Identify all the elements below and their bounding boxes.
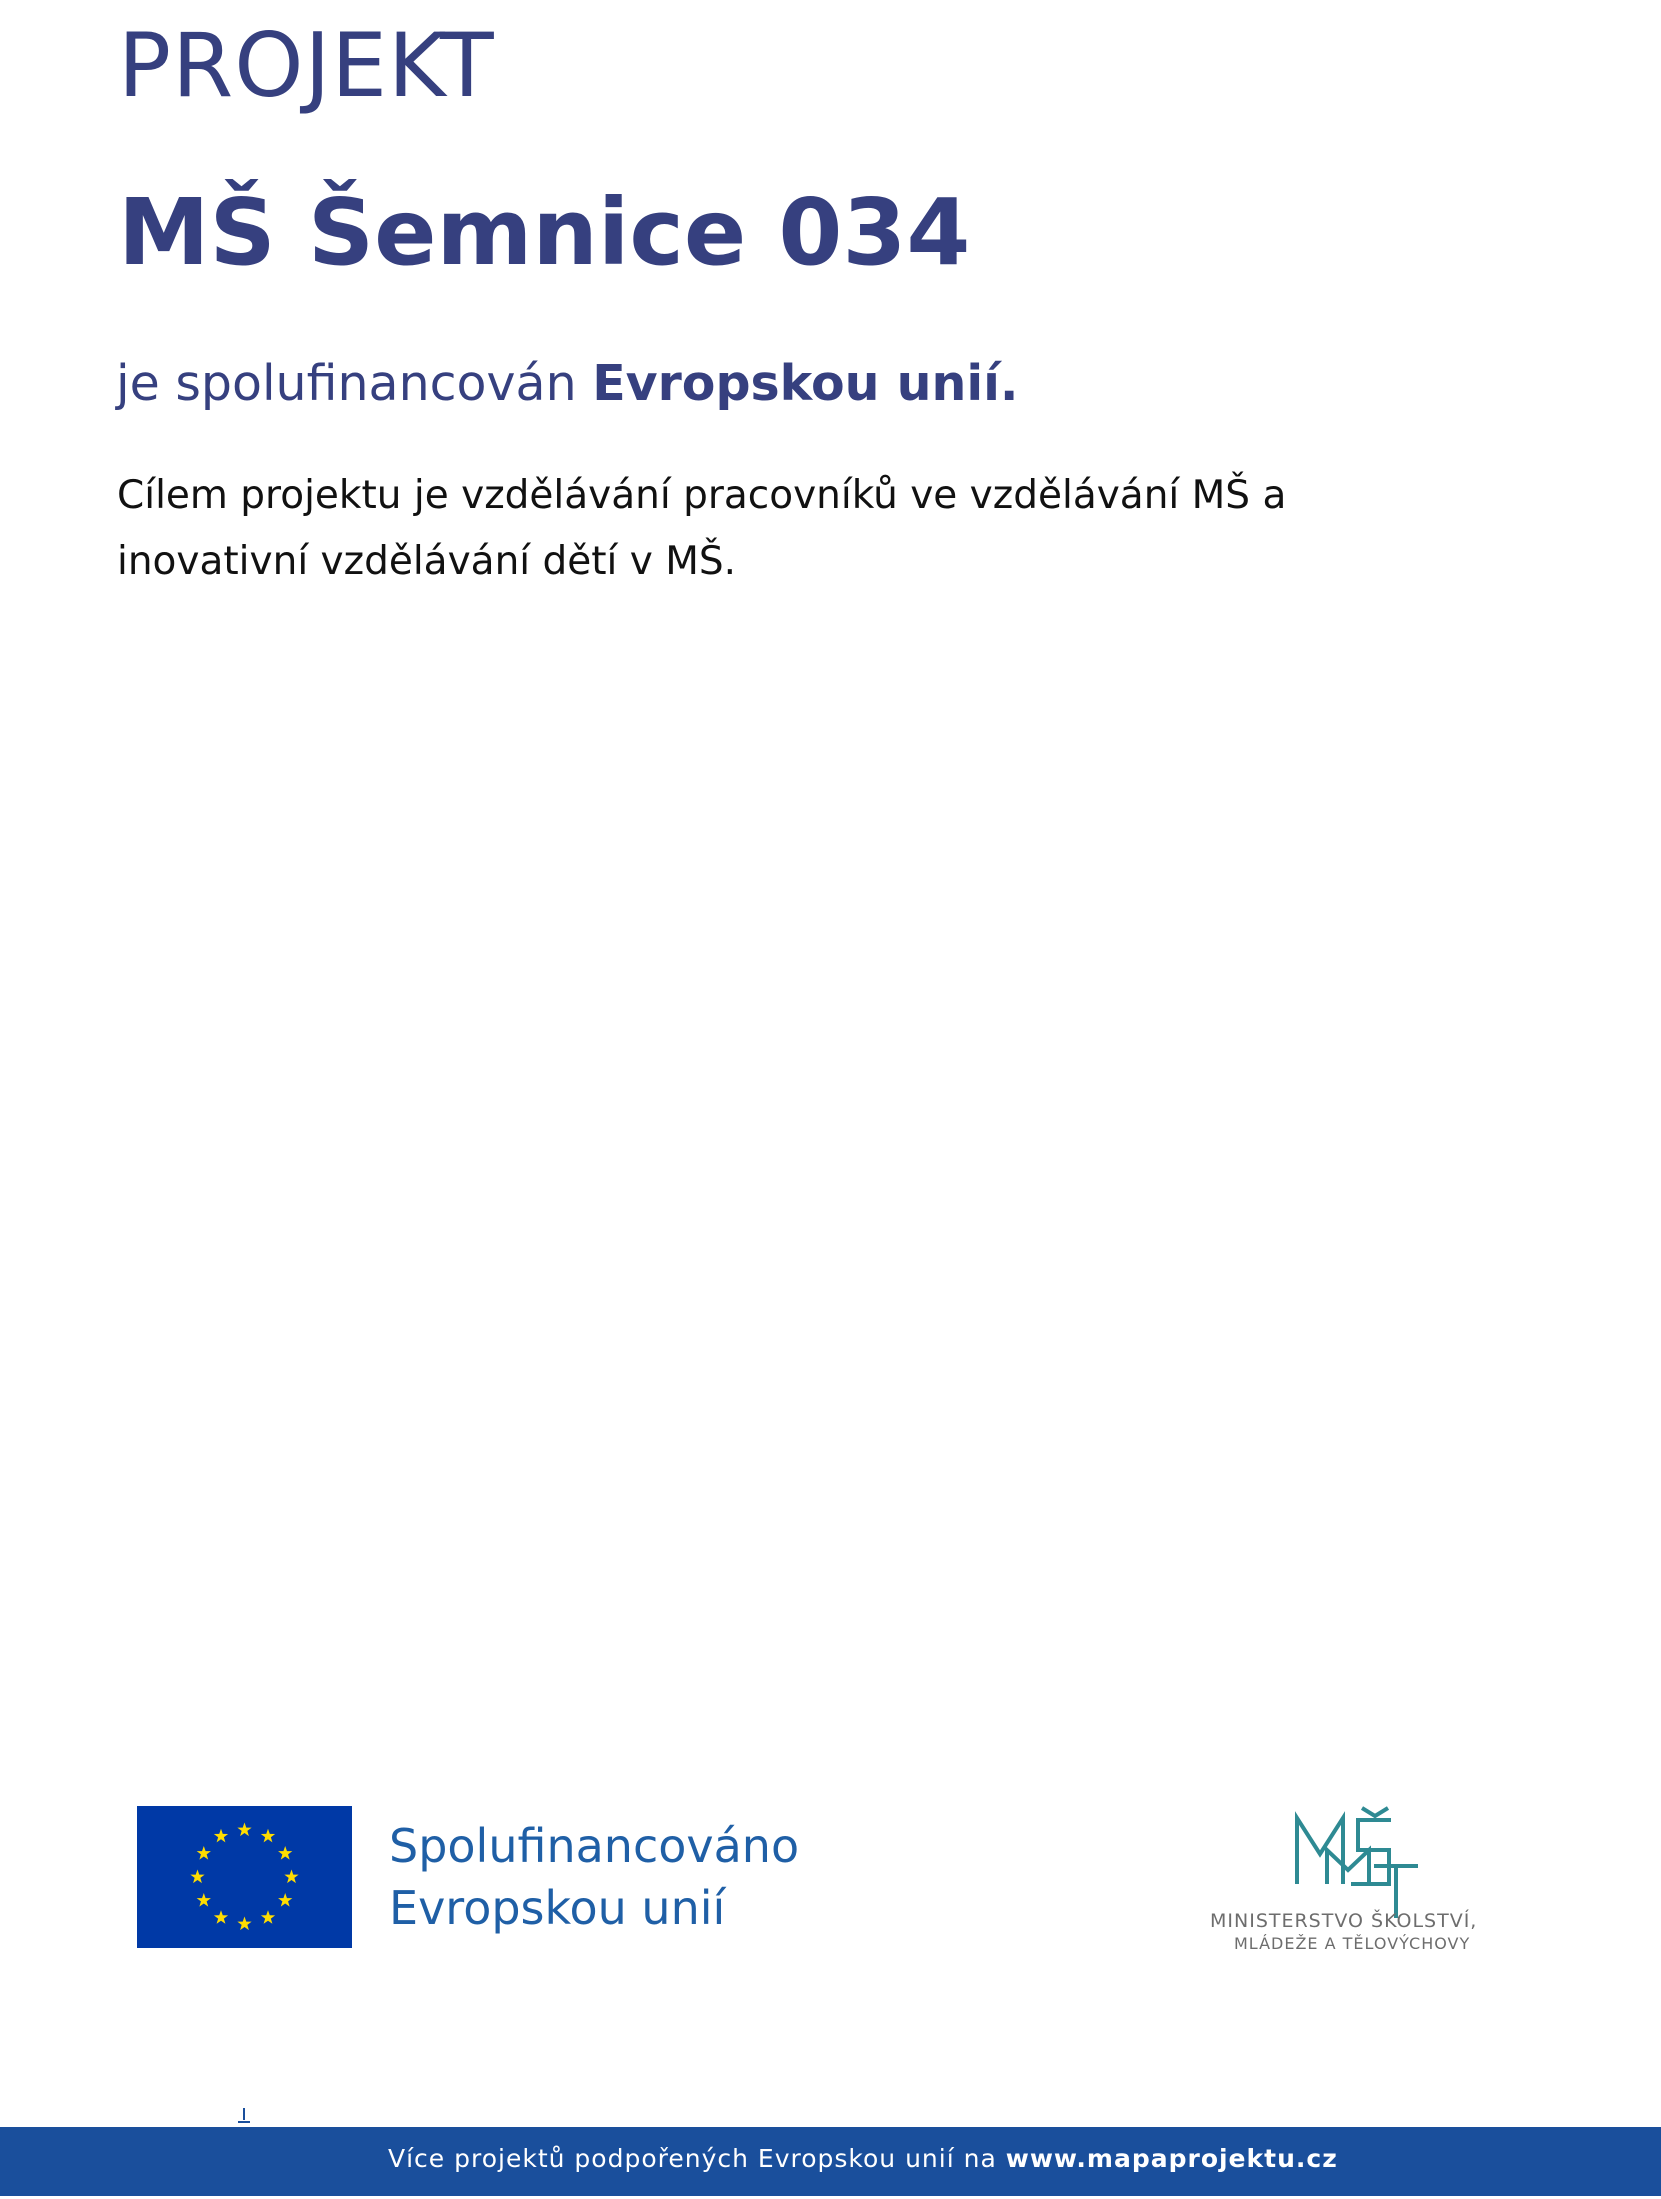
eu-text-line-2: Evropskou unií	[389, 1881, 726, 1935]
small-marker-icon	[236, 2108, 252, 2126]
eu-text-line-1: Spolufinancováno	[389, 1819, 800, 1873]
project-description: Cílem projektu je vzdělávání pracovníků ve vzdělávání MŠ a inovativní vzdělávání dětí v MŠ.	[117, 473, 1287, 584]
footer-text-prefix: Více projektů podpořených Evropskou unií na	[388, 2144, 1006, 2173]
page-label: PROJEKT	[118, 14, 495, 117]
msmt-name-line-2: MLÁDEŽE A TĚLOVÝCHOVY	[1234, 1934, 1471, 1953]
msmt-letter-m2	[1327, 1850, 1369, 1884]
footer-text	[388, 2144, 1338, 2173]
msmt-letter-m1	[1297, 1818, 1343, 1884]
cofinancing-prefix: je spolufinancován	[116, 355, 593, 412]
cofinancing-emphasis: Evropskou unií.	[592, 355, 1019, 412]
msmt-name-line-1: MINISTERSTVO ŠKOLSTVÍ,	[1210, 1910, 1478, 1932]
eu-flag-icon	[137, 1806, 352, 1948]
cofinancing-statement	[116, 355, 1019, 414]
footer-link[interactable]: www.mapaprojektu.cz	[1005, 2144, 1338, 2173]
eu-cofinanced-text	[389, 1815, 799, 1939]
project-title: MŠ Šemnice 034	[118, 179, 971, 286]
msmt-hacek	[1362, 1808, 1388, 1816]
